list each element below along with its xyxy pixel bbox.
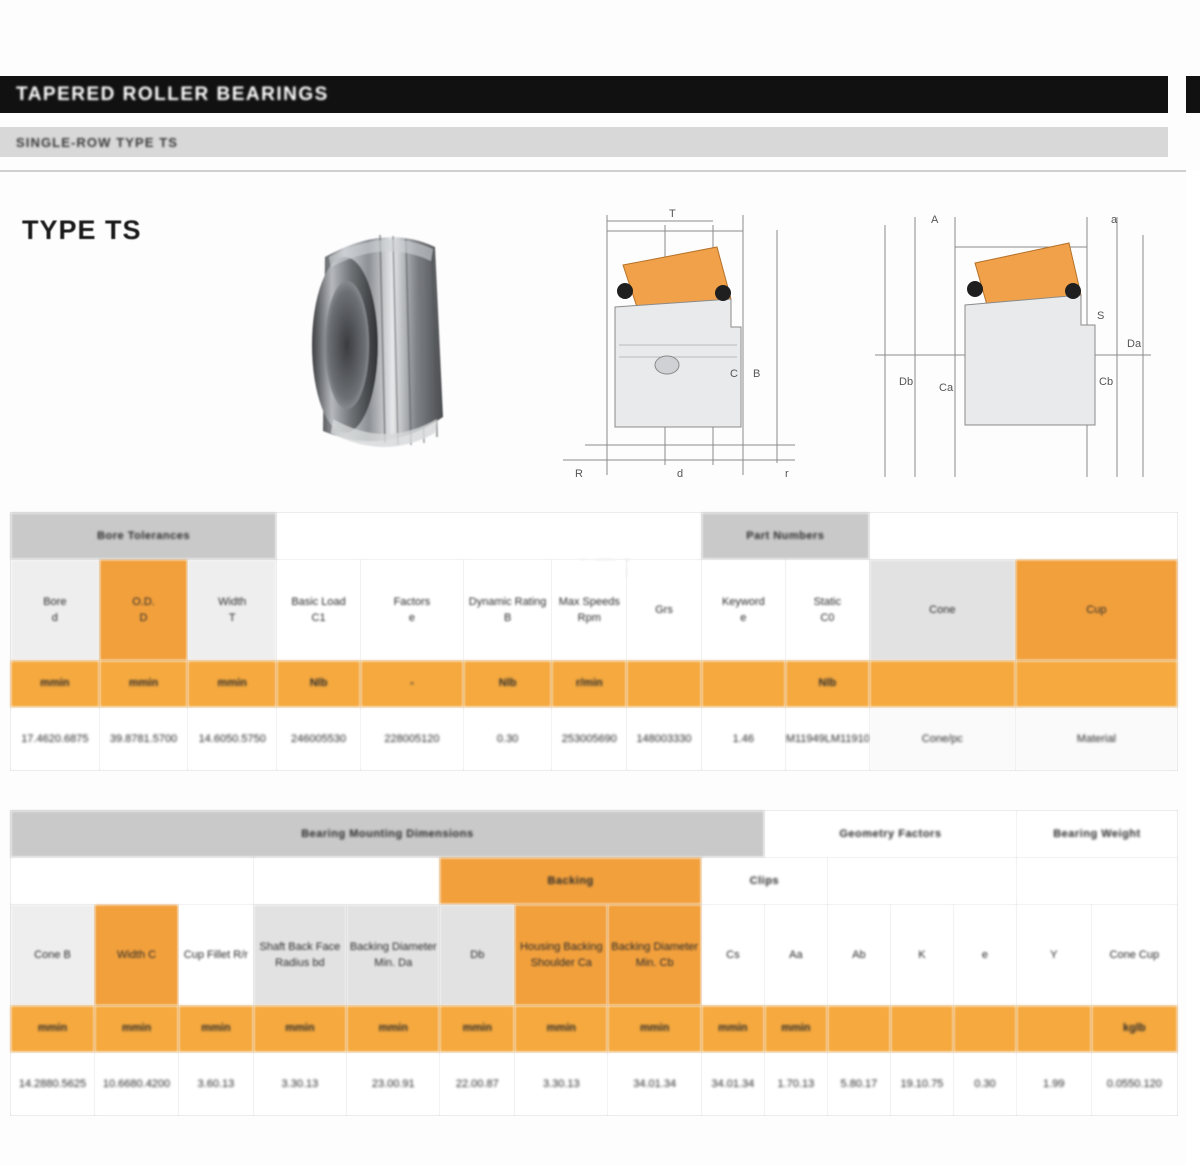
group-bore-tolerances: Bore Tolerances	[11, 513, 277, 560]
cell2-0: 14.2880.5625	[11, 1053, 95, 1116]
cell2-units-7: mmin	[608, 1006, 701, 1053]
cell-units-cup	[1015, 661, 1177, 708]
svg-text:Ca: Ca	[939, 382, 954, 394]
cell2-units-13	[1016, 1006, 1091, 1053]
col-od	[99, 560, 188, 661]
cup-cone-section-drawing	[545, 195, 815, 495]
cell-basic-load: 246005530	[277, 708, 361, 771]
spec-table-1	[10, 512, 1178, 771]
group-geometry-factors: Geometry Factors	[764, 811, 1016, 858]
col-width-symbol: T	[228, 612, 236, 624]
cell2-13: 1.99	[1016, 1053, 1091, 1116]
cell-units-dynamic: Nlb	[463, 661, 552, 708]
page-subheader-bar	[0, 127, 1168, 157]
svg-text:d: d	[677, 468, 684, 480]
cell-units-width: mmin	[188, 661, 277, 708]
mounting-dimensions-drawing	[855, 195, 1155, 495]
cell2-10: 5.80.17	[827, 1053, 890, 1116]
col2-cone: Cone B	[11, 905, 95, 1006]
cell-keyword: 1.46	[701, 708, 785, 771]
cell2-1: 10.6680.4200	[95, 1053, 179, 1116]
col-width	[188, 560, 277, 661]
cell-bore: 17.4620.6875	[11, 708, 100, 771]
col-keyword-symbol: e	[740, 612, 747, 624]
col-max-speeds-label: Max Speeds	[558, 595, 620, 608]
group-blank	[277, 513, 702, 560]
cell2-units-10	[827, 1006, 890, 1053]
cell2-5: 22.00.87	[440, 1053, 515, 1116]
page-subtitle: SINGLE-ROW TYPE TS	[16, 134, 179, 150]
cell-od: 39.8781.5700	[99, 708, 188, 771]
col-dynamic-rating-symbol: B	[503, 612, 512, 624]
cell2-units-2: mmin	[179, 1006, 254, 1053]
group-part-numbers: Part Numbers	[701, 513, 869, 560]
col-bore-label: Bore	[43, 595, 67, 608]
cell-units-keyword	[701, 661, 785, 708]
table1-group-header-row	[11, 513, 1178, 560]
col-cup	[1015, 560, 1177, 661]
col2-db: Db	[440, 905, 515, 1006]
col-basic-load-symbol: C1	[311, 612, 326, 624]
col-factors-label: Factors	[393, 595, 431, 608]
col2-k: K	[890, 905, 953, 1006]
cell-dynamic: 253005690	[552, 708, 627, 771]
svg-text:S: S	[1097, 310, 1105, 322]
cell2-units-8: mmin	[701, 1006, 764, 1053]
col-width-label: Width	[218, 595, 247, 608]
col2-shaft-back-face-radius: Shaft Back Face Radius bd	[253, 905, 346, 1006]
page-header-bar	[0, 76, 1168, 113]
col2-e: e	[953, 905, 1016, 1006]
cell-units-bore: mmin	[11, 661, 100, 708]
bearing-photo	[285, 205, 485, 495]
group-spacer	[869, 513, 1177, 560]
col2-cone-cup-weight: Cone Cup	[1091, 905, 1177, 1006]
cell2-units-5: mmin	[440, 1006, 515, 1053]
cell-cup-part: Material	[1015, 708, 1177, 771]
col-dynamic-rating	[463, 560, 552, 661]
col-factors-symbol: e	[408, 612, 415, 624]
svg-text:Cb: Cb	[1099, 376, 1114, 388]
col-od-symbol: D	[139, 612, 148, 624]
col-static	[785, 560, 869, 661]
svg-text:C: C	[730, 368, 738, 380]
col-grs	[627, 560, 702, 661]
cell2-units-9: mmin	[764, 1006, 827, 1053]
table2-subgroup-header-row	[11, 858, 1178, 905]
cell2-units-11	[890, 1006, 953, 1053]
cell2-14: 0.0550.120	[1091, 1053, 1177, 1116]
col-dynamic-rating-label: Dynamic Rating	[468, 595, 547, 608]
table-row-units	[11, 1006, 1178, 1053]
col2-backing-diameter-min-b: Backing Diameter Min. Cb	[608, 905, 701, 1006]
cell2-7: 34.01.34	[608, 1053, 701, 1116]
cell-units-speed: r/min	[552, 661, 627, 708]
cell2-6: 3.30.13	[515, 1053, 608, 1116]
subgroup-backing: Backing	[440, 858, 701, 905]
cell2-12: 0.30	[953, 1053, 1016, 1116]
cell-cone-part: Cone/pc	[869, 708, 1015, 771]
cell2-units-3: mmin	[253, 1006, 346, 1053]
cell-units-basic-load: Nlb	[277, 661, 361, 708]
cell-units-factors: -	[361, 661, 464, 708]
col2-width: Width C	[95, 905, 179, 1006]
cell2-8: 34.01.34	[701, 1053, 764, 1116]
subgroup-blank	[11, 858, 254, 905]
col-cone-label: Cone	[929, 603, 956, 616]
col2-cs: Cs	[701, 905, 764, 1006]
table-row	[11, 708, 1178, 771]
svg-text:A: A	[931, 214, 939, 226]
cell2-4: 23.00.91	[347, 1053, 440, 1116]
bearing-type-label: TYPE TS	[22, 215, 142, 245]
cell-speed: 148003330	[627, 708, 702, 771]
col2-y: Y	[1016, 905, 1091, 1006]
svg-text:R: R	[575, 468, 583, 480]
subgroup-clips: Clips	[701, 858, 827, 905]
cell2-units-4: mmin	[347, 1006, 440, 1053]
col-static-label: Static	[813, 595, 842, 608]
col-cone	[869, 560, 1015, 661]
table-bore-tolerances	[10, 512, 1178, 800]
col-cup-label: Cup	[1086, 603, 1107, 616]
cell2-units-6: mmin	[515, 1006, 608, 1053]
col-factors	[361, 560, 464, 661]
page-title: TAPERED ROLLER BEARINGS	[16, 83, 329, 105]
svg-text:T: T	[669, 208, 676, 220]
subgroup-geometry	[827, 858, 1016, 905]
cell2-3: 3.30.13	[253, 1053, 346, 1116]
cell2-units-0: mmin	[11, 1006, 95, 1053]
header-right-strip	[1186, 76, 1200, 113]
col2-aa: Aa	[764, 905, 827, 1006]
cell2-9: 1.70.13	[764, 1053, 827, 1116]
right-margin	[1186, 170, 1200, 1165]
cell-width: 14.6050.5750	[188, 708, 277, 771]
cell-units-grs	[627, 661, 702, 708]
col-od-label: O.D.	[132, 595, 155, 608]
cell-units-static: Nlb	[785, 661, 869, 708]
cell-units-od: mmin	[99, 661, 188, 708]
table1-column-header-row	[11, 560, 1178, 661]
col-bore-symbol: d	[51, 612, 58, 624]
col2-housing-backing-shoulder: Housing Backing Shoulder Ca	[515, 905, 608, 1006]
table2-group-header-row	[11, 811, 1178, 858]
col-keyword-label: Keyword	[721, 595, 765, 608]
svg-text:Da: Da	[1127, 338, 1142, 350]
cell2-units-14: kglb	[1091, 1006, 1177, 1053]
header-divider	[0, 170, 1200, 172]
spec-table-2	[10, 810, 1178, 1116]
subgroup-weight	[1016, 858, 1177, 905]
col-grs-symbol: Grs	[655, 603, 673, 616]
subgroup-shaft	[253, 858, 440, 905]
cell-e: 0.30	[463, 708, 552, 771]
col-keyword	[701, 560, 785, 661]
cell-units-cone	[869, 661, 1015, 708]
col2-ab: Ab	[827, 905, 890, 1006]
table-mounting-dimensions	[10, 810, 1178, 1095]
col-max-speeds-symbol: Rpm	[577, 612, 601, 624]
cell-factors: 228005120	[361, 708, 464, 771]
cell2-units-1: mmin	[95, 1006, 179, 1053]
cell2-11: 19.10.75	[890, 1053, 953, 1116]
col2-cup-fillet: Cup Fillet R/r	[179, 905, 254, 1006]
table-row-units	[11, 661, 1178, 708]
svg-text:Db: Db	[899, 376, 914, 388]
group-bearing-weight: Bearing Weight	[1016, 811, 1177, 858]
svg-text:B: B	[753, 368, 761, 380]
col-basic-load	[277, 560, 361, 661]
group-bearing-mounting-dimensions: Bearing Mounting Dimensions	[11, 811, 765, 858]
table-row	[11, 1053, 1178, 1116]
col-max-speeds	[552, 560, 627, 661]
cell-static: M11949LM11910	[785, 708, 869, 771]
svg-text:a: a	[1111, 214, 1118, 226]
col-bore	[11, 560, 100, 661]
col2-backing-diameter-min-a: Backing Diameter Min. Da	[347, 905, 440, 1006]
col-static-symbol: C0	[820, 612, 835, 624]
cell2-units-12	[953, 1006, 1016, 1053]
col-basic-load-label: Basic Load	[291, 595, 346, 608]
cell2-2: 3.60.13	[179, 1053, 254, 1116]
svg-text:r: r	[785, 468, 789, 480]
table2-column-header-row	[11, 905, 1178, 1006]
